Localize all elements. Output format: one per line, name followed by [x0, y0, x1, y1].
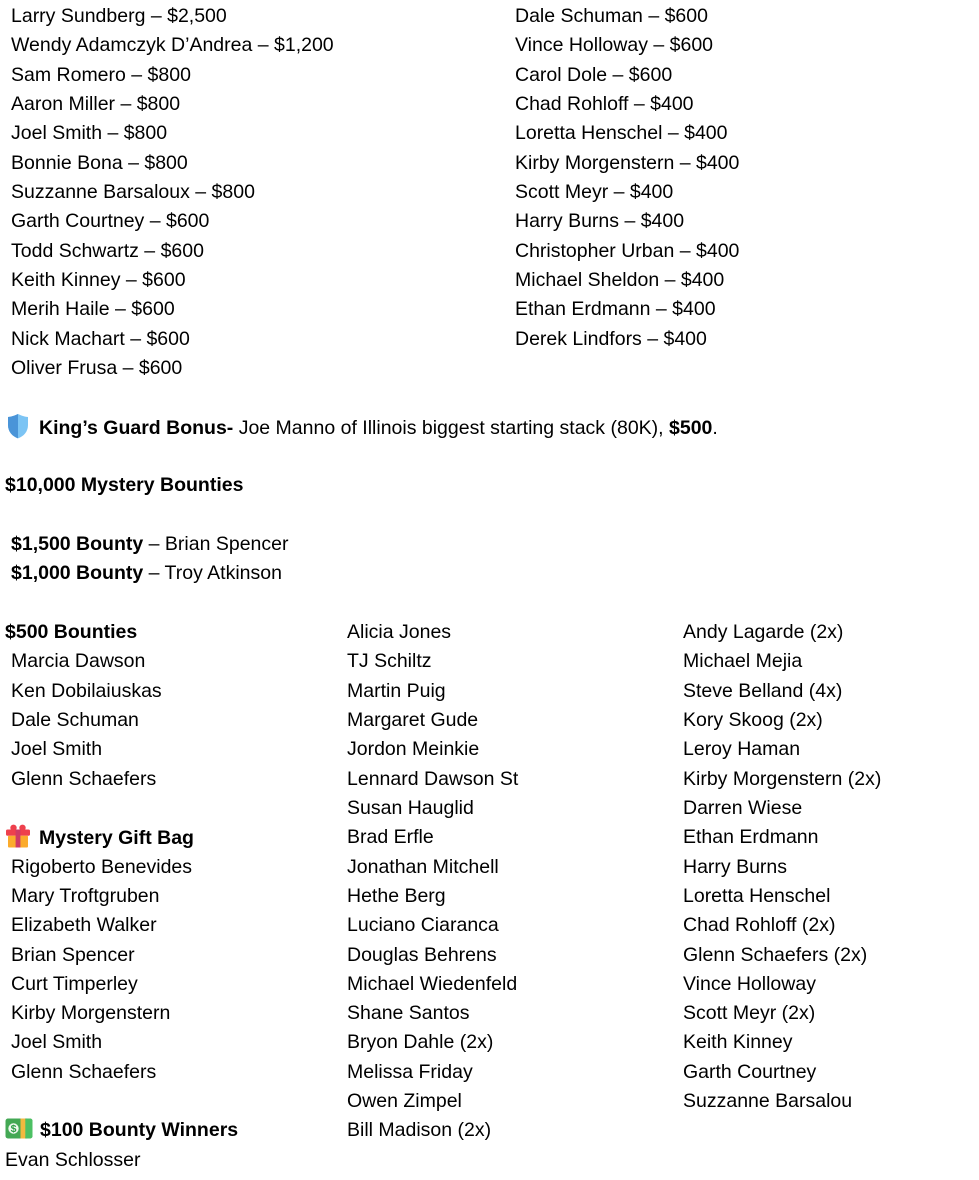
hundred-bounty-header-label: $100 Bounty Winners — [40, 1119, 239, 1142]
top-winner-item: Garth Courtney – $600 — [11, 210, 210, 233]
bounty-name-item: Melissa Friday — [347, 1060, 473, 1083]
document-page — [5, 2, 979, 1175]
hundred-bounty-header — [5, 1116, 341, 1145]
svg-text:$: $ — [10, 1123, 17, 1136]
top-winner-item: Nick Machart – $600 — [11, 327, 190, 350]
bounty-name-item: Luciano Ciaranca — [347, 914, 499, 937]
bounty-col3 — [677, 618, 979, 1117]
blank-line — [5, 589, 979, 618]
bounty-name-item: TJ Schiltz — [347, 650, 432, 673]
top-winner-item: Carol Dole – $600 — [515, 63, 673, 86]
kings-guard-description: Joe Manno of Illinois biggest starting stack (80K), — [233, 416, 669, 439]
bounty-name-item: Rigoberto Benevides — [11, 855, 193, 878]
bounty-separator: – — [143, 562, 165, 585]
bounty-name-item: Leroy Haman — [683, 738, 801, 761]
top-winner-item: Michael Sheldon – $400 — [515, 268, 725, 291]
blank-line — [5, 794, 341, 823]
kings-guard-suffix: . — [712, 416, 718, 439]
top-winners-col2 — [509, 2, 979, 354]
top-winner-item: Joel Smith – $800 — [11, 122, 168, 145]
top-winner-item: Keith Kinney – $600 — [11, 268, 186, 291]
bounty-name-item: Brad Erfle — [347, 826, 434, 849]
blank-line — [5, 383, 979, 412]
bounty-name-item: Garth Courtney — [683, 1060, 817, 1083]
bounty-name-item: Joel Smith — [11, 738, 103, 761]
top-winner-item: Todd Schwartz – $600 — [11, 239, 204, 262]
top-winner-item: Suzzanne Barsaloux – $800 — [11, 180, 255, 203]
gift-bag-header — [5, 823, 341, 852]
bounty-name-item: Loretta Henschel — [683, 884, 831, 907]
top-winner-item: Harry Burns – $400 — [515, 210, 685, 233]
blue-shield-icon — [5, 413, 31, 439]
bounty-name-item: Brian Spencer — [11, 943, 135, 966]
bounty-name-item: Susan Hauglid — [347, 796, 474, 819]
bounty-amount-label: $1,500 Bounty — [11, 532, 144, 555]
gift-bag-header-label: Mystery Gift Bag — [39, 827, 194, 850]
gift-bag-list — [5, 853, 341, 1088]
hundred-bounty-list — [5, 1146, 341, 1175]
bounty-name-item: Douglas Behrens — [347, 943, 497, 966]
bounty-name-item: Scott Meyr (2x) — [683, 1002, 816, 1025]
top-winner-item: Merih Haile – $600 — [11, 298, 175, 321]
top-winner-item: Larry Sundberg – $2,500 — [11, 5, 227, 27]
bounty-name-item: Dale Schuman — [11, 708, 139, 731]
bounty-name-item: Steve Belland (4x) — [683, 679, 843, 702]
bounty-name-item: Kory Skoog (2x) — [683, 708, 823, 731]
bounty-name-item: Glenn Schaefers — [11, 767, 157, 790]
top-winner-item: Sam Romero – $800 — [11, 63, 191, 86]
top-winner-item: Derek Lindfors – $400 — [515, 327, 707, 350]
bounty-col1 — [5, 618, 341, 1175]
top-winner-item: Vince Holloway – $600 — [515, 34, 714, 57]
bounty-name-item: Suzzanne Barsalou — [683, 1090, 853, 1113]
money-banknote-icon — [5, 1118, 33, 1139]
top-winner-item: Aaron Miller – $800 — [11, 92, 181, 115]
bounty-name-item: Martin Puig — [347, 679, 446, 702]
top-winner-item: Scott Meyr – $400 — [515, 180, 674, 203]
kings-guard-bonus-line — [5, 413, 979, 442]
bounty-amount-label: $1,000 Bounty — [11, 562, 144, 585]
bounty-col2 — [341, 618, 677, 1146]
bounty-name-item: Jonathan Mitchell — [347, 855, 499, 878]
top-bounty-lines — [5, 530, 979, 589]
top-bounty-line — [5, 530, 979, 559]
bounty-name-item: Kirby Morgenstern (2x) — [683, 767, 882, 790]
bounty-name-item: Joel Smith — [11, 1031, 103, 1054]
bounty-name-item: Glenn Schaefers (2x) — [683, 943, 868, 966]
bounty-name-item: Glenn Schaefers — [11, 1060, 157, 1083]
bounty-winners-section — [5, 618, 979, 1175]
bounty-name-item: Andy Lagarde (2x) — [683, 620, 844, 643]
bounty-name-item: Jordon Meinkie — [347, 738, 480, 761]
top-winner-item: Wendy Adamczyk D’Andrea – $1,200 — [11, 34, 334, 57]
top-winner-item: Chad Rohloff – $400 — [515, 92, 694, 115]
top-winner-item: Bonnie Bona – $800 — [11, 151, 188, 174]
kings-guard-title: King’s Guard Bonus- — [39, 416, 234, 439]
bounty-name-item: Shane Santos — [347, 1002, 470, 1025]
bounty-winner-name: Brian Spencer — [164, 532, 289, 555]
gift-icon — [5, 823, 31, 849]
top-winner-item: Oliver Frusa – $600 — [11, 356, 183, 379]
bounty-separator: – — [143, 532, 165, 555]
bounty-name-item: Alicia Jones — [347, 620, 452, 643]
bounty-name-item: Hethe Berg — [347, 884, 446, 907]
bounty-name-item: Chad Rohloff (2x) — [683, 914, 836, 937]
bounty-name-item: Curt Timperley — [11, 972, 138, 995]
top-winner-item: Kirby Morgenstern – $400 — [515, 151, 740, 174]
blank-line — [5, 501, 979, 530]
bounty-name-item: Michael Mejia — [683, 650, 803, 673]
bounty-name-item: Michael Wiedenfeld — [347, 972, 518, 995]
bounties-500-list — [5, 647, 341, 794]
top-winner-item: Christopher Urban – $400 — [515, 239, 740, 262]
bounty-name-item: Keith Kinney — [683, 1031, 793, 1054]
bounty-name-item: Owen Zimpel — [347, 1090, 462, 1113]
bounty-name-item: Evan Schlosser — [5, 1148, 141, 1171]
top-winners-col1 — [5, 2, 509, 383]
bounty-winner-name: Troy Atkinson — [164, 562, 282, 585]
blank-line — [5, 1087, 341, 1116]
bounty-name-item: Bryon Dahle (2x) — [347, 1031, 494, 1054]
blank-line — [5, 442, 979, 471]
bounty-name-item: Vince Holloway — [683, 972, 816, 995]
bounty-name-item: Harry Burns — [683, 855, 788, 878]
bounty-name-item: Kirby Morgenstern — [11, 1002, 171, 1025]
bounty-name-item: Mary Troftgruben — [11, 884, 160, 907]
top-bounty-line — [5, 559, 979, 588]
top-winner-item: Dale Schuman – $600 — [515, 5, 708, 27]
bounty-name-item: Margaret Gude — [347, 708, 479, 731]
top-winner-item: Ethan Erdmann – $400 — [515, 298, 716, 321]
top-winners-section — [5, 2, 979, 383]
bounty-name-item: Ken Dobilaiuskas — [11, 679, 162, 702]
mystery-bounties-heading: $10,000 Mystery Bounties — [5, 474, 244, 497]
bounty-name-item: Lennard Dawson St — [347, 767, 519, 790]
bounty-name-item: Elizabeth Walker — [11, 914, 157, 937]
bounty-name-item: Ethan Erdmann — [683, 826, 819, 849]
bounty-name-item: Bill Madison (2x) — [347, 1119, 492, 1142]
top-winner-item: Loretta Henschel – $400 — [515, 122, 728, 145]
bounty-name-item: Darren Wiese — [683, 796, 803, 819]
kings-guard-amount: $500 — [669, 416, 713, 439]
bounty-name-item: Marcia Dawson — [11, 650, 146, 673]
bounties-500-header: $500 Bounties — [5, 620, 138, 643]
